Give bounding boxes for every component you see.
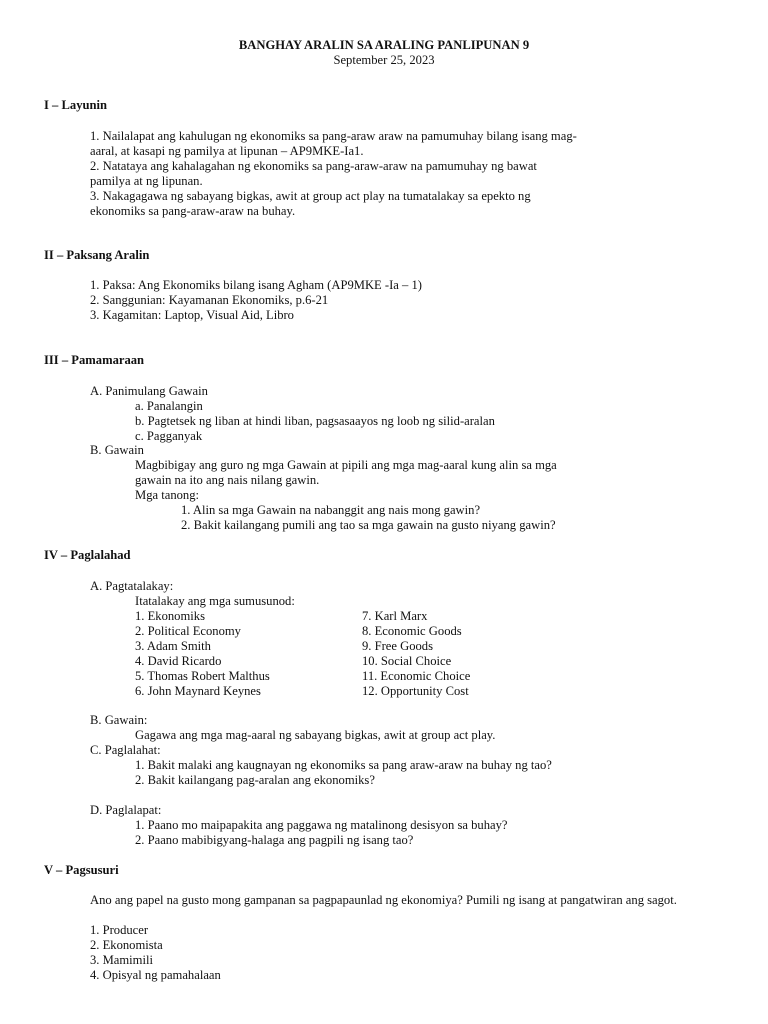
question-item: 2. Bakit kailangang pag-aralan ang ekonomiks? bbox=[135, 773, 375, 787]
objective-line: 1. Nailalapat ang kahulugan ng ekonomiks sa pang-araw araw na pamumuhay bilang isang mag- bbox=[90, 129, 577, 143]
topic-item: 9. Free Goods bbox=[362, 639, 434, 653]
section-heading-layunin: I – Layunin bbox=[44, 98, 107, 112]
question-item: 1. Bakit malaki ang kaugnayan ng ekonomiks sa pang araw-araw na buhay ng tao? bbox=[135, 758, 552, 772]
subject-item: 1. Paksa: Ang Ekonomiks bilang isang Agham (AP9MKE -Ia – 1) bbox=[90, 278, 422, 292]
subsection-label: A. Pagtatalakay: bbox=[90, 579, 174, 593]
choice-item: 3. Mamimili bbox=[90, 953, 153, 967]
topic-item: 10. Social Choice bbox=[362, 654, 452, 668]
topic-item: 6. John Maynard Keynes bbox=[135, 684, 261, 698]
choice-item: 1. Producer bbox=[90, 923, 149, 937]
objective-line: 3. Nakagagawa ng sabayang bigkas, awit at group act play na tumatalakay sa epekto ng bbox=[90, 189, 531, 203]
list-item: a. Panalangin bbox=[135, 399, 203, 413]
objective-line: ekonomiks sa pang-araw-araw na buhay. bbox=[90, 204, 296, 218]
objective-line: 2. Natataya ang kahalagahan ng ekonomiks sa pang-araw-araw na pamumuhay ng bawat bbox=[90, 159, 537, 173]
topic-item: 11. Economic Choice bbox=[362, 669, 471, 683]
document-title: BANGHAY ARALIN SA ARALING PANLIPUNAN 9 bbox=[238, 38, 530, 52]
section-heading-pamamaraan: III – Pamamaraan bbox=[44, 353, 145, 367]
question-item: 2. Paano mabibigyang-halaga ang pagpili ng isang tao? bbox=[135, 833, 414, 847]
document-date: September 25, 2023 bbox=[333, 53, 435, 67]
choice-item: 4. Opisyal ng pamahalaan bbox=[90, 968, 221, 982]
topic-item: 7. Karl Marx bbox=[362, 609, 428, 623]
topic-item: 8. Economic Goods bbox=[362, 624, 462, 638]
subsection-label: B. Gawain: bbox=[90, 713, 148, 727]
topic-item: 1. Ekonomiks bbox=[135, 609, 205, 623]
evaluation-question: Ano ang papel na gusto mong gampanan sa pagpapaunlad ng ekonomiya? Pumili ng isang at pangatwiran ang sagot. bbox=[90, 893, 677, 907]
section-heading-paksang-aralin: II – Paksang Aralin bbox=[44, 248, 150, 262]
paragraph-line: Itatalakay ang mga sumusunod: bbox=[135, 594, 295, 608]
question-item: 1. Paano mo maipapakita ang paggawa ng matalinong desisyon sa buhay? bbox=[135, 818, 508, 832]
topic-item: 12. Opportunity Cost bbox=[362, 684, 469, 698]
question-item: 2. Bakit kailangang pumili ang tao sa mga gawain na gusto niyang gawin? bbox=[181, 518, 556, 532]
subsection-label: C. Paglalahat: bbox=[90, 743, 161, 757]
topic-item: 4. David Ricardo bbox=[135, 654, 222, 668]
subsection-label: B. Gawain bbox=[90, 443, 144, 457]
paragraph-line: gawain na ito ang nais nilang gawin. bbox=[135, 473, 320, 487]
list-item: b. Pagtetsek ng liban at hindi liban, pagsasaayos ng loob ng silid-aralan bbox=[135, 414, 495, 428]
subject-item: 3. Kagamitan: Laptop, Visual Aid, Libro bbox=[90, 308, 294, 322]
section-heading-paglalahad: IV – Paglalahad bbox=[44, 548, 131, 562]
topic-item: 3. Adam Smith bbox=[135, 639, 211, 653]
subject-item: 2. Sanggunian: Kayamanan Ekonomiks, p.6-21 bbox=[90, 293, 329, 307]
section-heading-pagsusuri: V – Pagsusuri bbox=[44, 863, 119, 877]
list-item: c. Pagganyak bbox=[135, 429, 203, 443]
subsection-label: A. Panimulang Gawain bbox=[90, 384, 208, 398]
topic-item: 2. Political Economy bbox=[135, 624, 241, 638]
objective-line: pamilya at ng lipunan. bbox=[90, 174, 203, 188]
subsection-label: D. Paglalapat: bbox=[90, 803, 162, 817]
choice-item: 2. Ekonomista bbox=[90, 938, 163, 952]
question-item: 1. Alin sa mga Gawain na nabanggit ang nais mong gawin? bbox=[181, 503, 481, 517]
paragraph-line: Mga tanong: bbox=[135, 488, 200, 502]
paragraph-line: Magbibigay ang guro ng mga Gawain at pipili ang mga mag-aaral kung alin sa mga bbox=[135, 458, 557, 472]
topic-item: 5. Thomas Robert Malthus bbox=[135, 669, 270, 683]
objective-line: aaral, at kasapi ng pamilya at lipunan – AP9MKE-Ia1. bbox=[90, 144, 364, 158]
paragraph-line: Gagawa ang mga mag-aaral ng sabayang bigkas, awit at group act play. bbox=[135, 728, 496, 742]
